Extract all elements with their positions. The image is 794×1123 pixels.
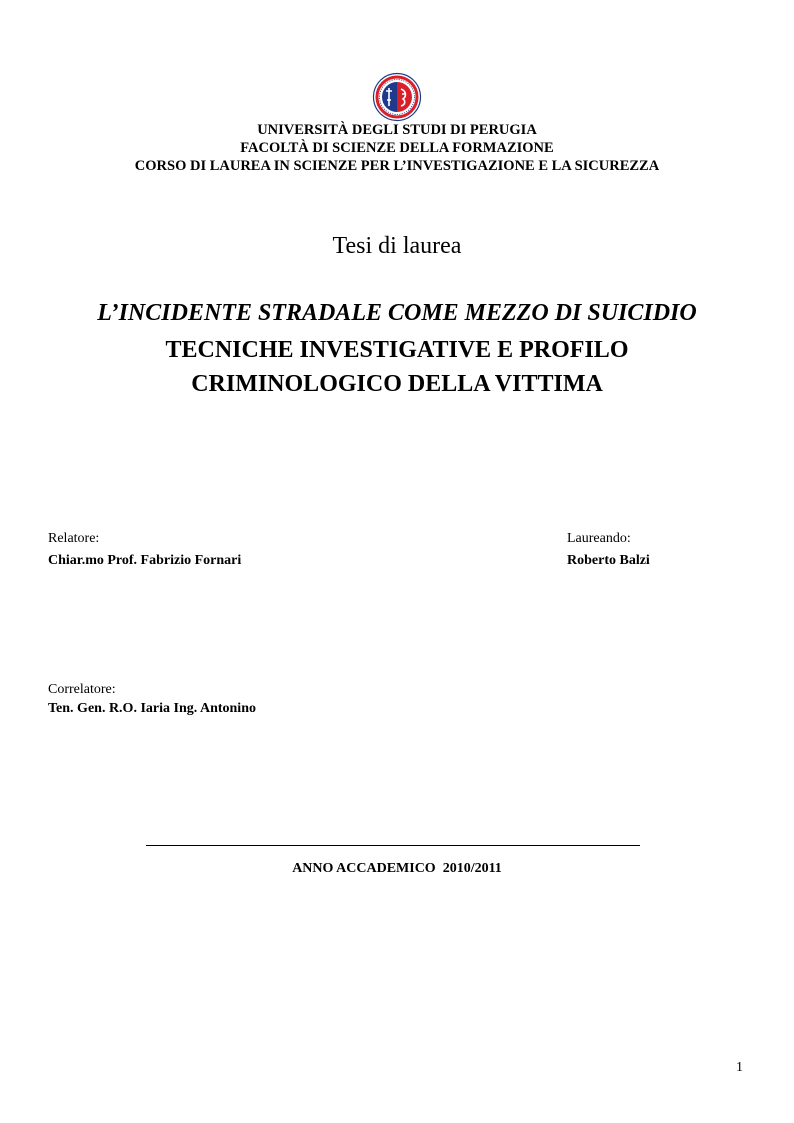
academic-year: ANNO ACCADEMICO 2010/2011: [292, 861, 502, 876]
correlatore-name: Ten. Gen. R.O. Iaria Ing. Antonino: [48, 701, 256, 716]
document-type: Tesi di laurea: [332, 233, 462, 259]
relatore-name: Chiar.mo Prof. Fabrizio Fornari: [48, 553, 242, 568]
thesis-title-line-3: CRIMINOLOGICO DELLA VITTIMA: [191, 371, 603, 397]
thesis-title-line-2: TECNICHE INVESTIGATIVE E PROFILO: [165, 337, 629, 363]
university-name: UNIVERSITÀ DEGLI STUDI DI PERUGIA: [257, 122, 537, 138]
laureando-name: Roberto Balzi: [567, 553, 650, 568]
university-seal-icon: [372, 72, 422, 122]
correlatore-label: Correlatore:: [48, 682, 116, 697]
page-number: 1: [736, 1060, 743, 1075]
relatore-label: Relatore:: [48, 531, 100, 546]
horizontal-divider: [146, 845, 640, 846]
faculty-name: FACOLTÀ DI SCIENZE DELLA FORMAZIONE: [240, 140, 554, 156]
laureando-label: Laureando:: [567, 531, 631, 546]
thesis-title-line-1: L’INCIDENTE STRADALE COME MEZZO DI SUICIDIO: [97, 300, 697, 326]
course-name: CORSO DI LAUREA IN SCIENZE PER L’INVESTIGAZIONE E LA SICUREZZA: [134, 158, 660, 174]
